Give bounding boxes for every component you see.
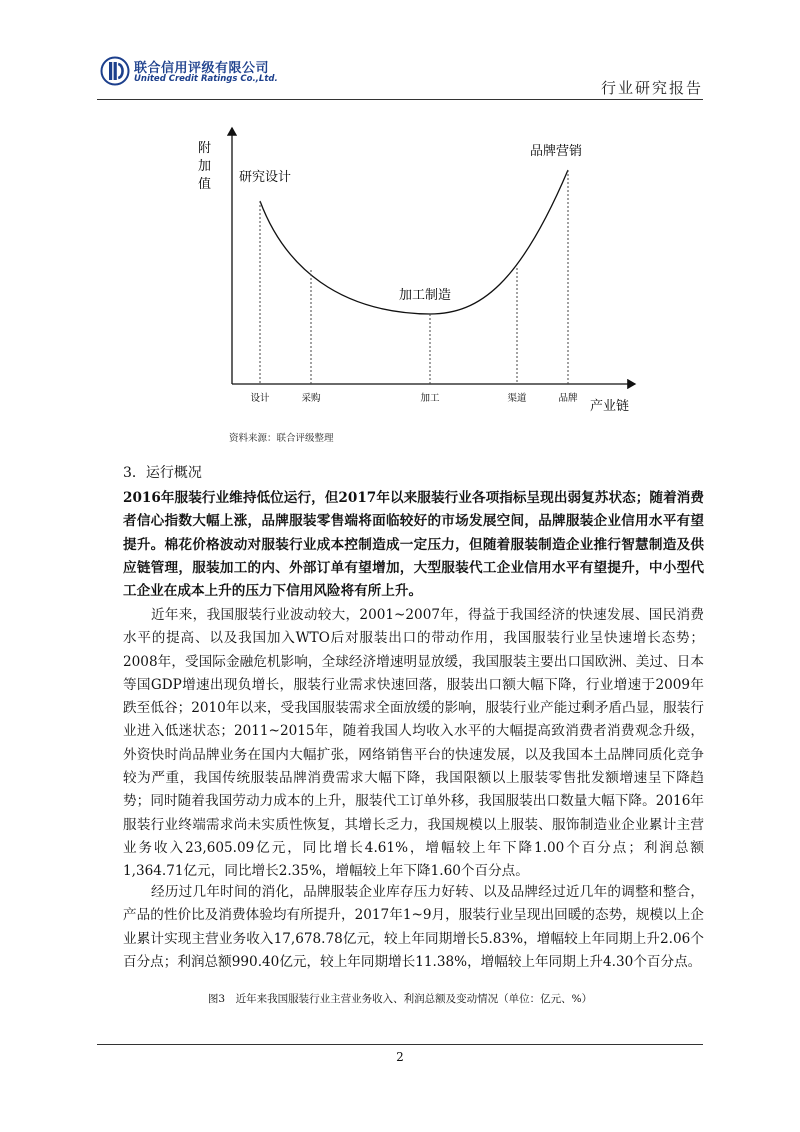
header-divider xyxy=(97,99,703,100)
curve-label-branding: 品牌营销 xyxy=(530,144,583,159)
stage-label: 采购 xyxy=(301,393,321,404)
y-axis-label-char-2: 加 xyxy=(198,159,212,174)
stage-label: 渠道 xyxy=(507,393,527,404)
company-name-cn: 联合信用评级有限公司 xyxy=(134,61,270,76)
footer-divider xyxy=(97,1044,703,1045)
y-axis-label-char-1: 附 xyxy=(198,141,212,156)
stage-label: 品牌 xyxy=(558,393,578,404)
smile-curve-diagram xyxy=(180,118,660,428)
body-paragraph-2: 经历过几年时间的消化，品牌服装企业库存压力好转、以及品牌经过近几年的调整和整合，产品的性价比及消费体验均有所提升，2017年1~9月，服装行业呈现出回暖的态势，规模以上企业累计实现主营业务收入17,678.78亿元，较上年同期增长5.83%，增幅较上年同期上升2.06个百分点；利润总额990.40亿元，较上年同期增长11.38%，增幅较上年同期上升4.30个百分点。 xyxy=(123,884,704,970)
diagram-source-note: 资料来源：联合评级整理 xyxy=(229,433,334,444)
company-name-en: United Credit Ratings Co.,Ltd. xyxy=(134,74,278,84)
body-paragraph-1: 近年来，我国服装行业波动较大，2001~2007年，得益于我国经济的快速发展、国民消费水平的提高、以及我国加入WTO后对服装出口的带动作用，我国服装行业呈快速增长态势；2008年，受国际金融危机影响，全球经济增速明显放缓，我国服装主要出口国欧洲、美过、日本等国GDP增速出现负增长，服装行业需求快速回落，服装出口额大幅下降，行业增速于2009年跌至低谷；2010年以来，受我国服装需求全面放缓的影响，服装行业产能过剩矛盾凸显，服装行业进入低迷状态；2011~2015年，随着我国人均收入水平的大幅提高致消费者消费观念升级，外资快时尚品牌业务在国内大幅扩张，网络销售平台的快速发展，以及我国本土品牌同质化竞争较为严重，我国传统服装品牌消费需求大幅下降，我国限额以上服装零售批发额增速呈下降趋势；同时随着我国劳动力成本的上升，服装代工订单外移，我国服装出口数量大幅下降。2016年服装行业终端需求尚未实质性恢复，其增长乏力，我国规模以上服装、服饰制造业企业累计主营业务收入23,605.09亿元，同比增长4.61%，增幅较上年下降1.00个百分点；利润总额1,364.71亿元，同比增长2.35%，增幅较上年下降1.60个百分点。 xyxy=(123,607,704,880)
page-number: 2 xyxy=(396,1050,404,1064)
report-type-title: 行业研究报告 xyxy=(600,79,703,97)
curve-label-design: 研究设计 xyxy=(239,170,292,185)
curve-label-manufacturing: 加工制造 xyxy=(399,288,452,303)
company-logo-icon xyxy=(100,56,130,86)
stage-label: 加工 xyxy=(420,393,440,404)
x-axis-label: 产业链 xyxy=(590,399,630,414)
section-summary: 2016年服装行业维持低位运行，但2017年以来服装行业各项指标呈现出弱复苏状态；随着消费者信心指数大幅上涨，品牌服装零售端将面临较好的市场发展空间，品牌服装企业信用水平有望提升。棉花价格波动对服装行业成本控制造成一定压力，但随着服装制造企业推行智慧制造及供应链管理，服装加工的内、外部订单有望增加，大型服装代工企业信用水平有望提升，中小型代工企业在成本上升的压力下信用风险将有所上升。 xyxy=(123,490,704,600)
company-logo xyxy=(100,56,278,90)
figure-caption: 图3 近年来我国服装行业主营业务收入、利润总额及变动情况（单位：亿元、%） xyxy=(207,993,593,1005)
section-title: 3．运行概况 xyxy=(123,465,202,481)
y-axis-label-char-3: 值 xyxy=(198,177,212,192)
stage-label: 设计 xyxy=(250,393,270,404)
